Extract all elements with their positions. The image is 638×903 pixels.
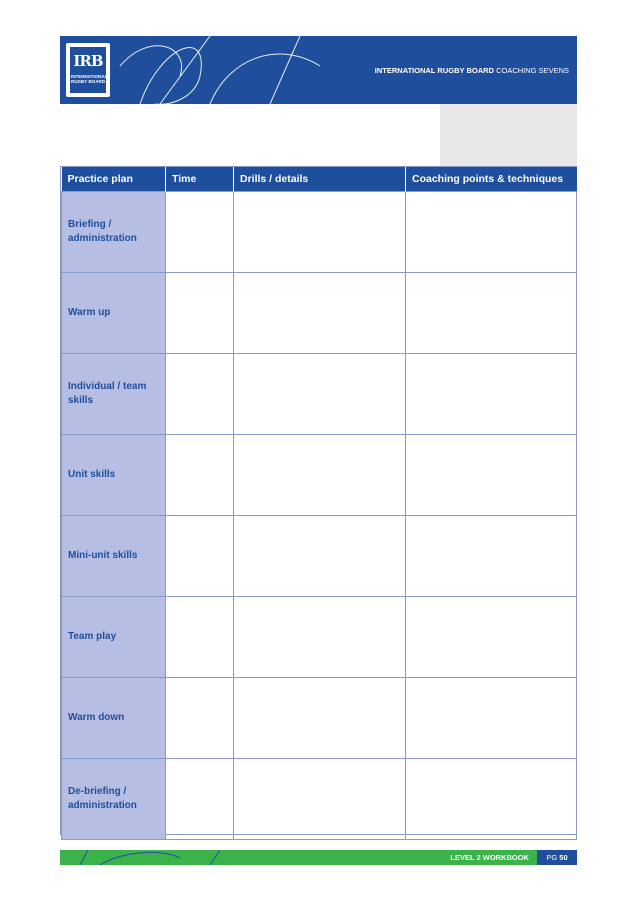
time-cell[interactable] [166, 516, 234, 597]
coaching-cell[interactable] [406, 273, 577, 354]
logo-text: INTERNATIONAL RUGBY BOARD [71, 74, 108, 84]
column-header-coaching-points: Coaching points & techniques [406, 167, 577, 192]
time-cell[interactable] [166, 678, 234, 759]
logo-mark: IRB [73, 52, 103, 70]
coaching-cell[interactable] [406, 192, 577, 273]
page-number: 50 [559, 853, 568, 862]
workbook-label: LEVEL 2 WORKBOOK [450, 853, 529, 862]
drills-cell[interactable] [234, 354, 406, 435]
row-label: Briefing / administration [62, 192, 166, 273]
coaching-cell[interactable] [406, 354, 577, 435]
drills-cell[interactable] [234, 273, 406, 354]
time-cell[interactable] [166, 435, 234, 516]
coaching-cell[interactable] [406, 678, 577, 759]
row-label: Team play [62, 597, 166, 678]
table-header-row [62, 167, 577, 192]
header-title: INTERNATIONAL RUGBY BOARD COACHING SEVENS [374, 66, 569, 75]
page-header [60, 36, 577, 104]
time-cell[interactable] [166, 192, 234, 273]
gray-block [440, 104, 577, 166]
practice-plan-table [60, 166, 577, 835]
row-label: Warm down [62, 678, 166, 759]
row-label: Individual / team skills [62, 354, 166, 435]
column-header-drills: Drills / details [234, 167, 406, 192]
time-cell[interactable] [166, 273, 234, 354]
row-label: Warm up [62, 273, 166, 354]
row-label: De-briefing / administration [62, 759, 166, 840]
table-row [62, 435, 577, 516]
table-row [62, 678, 577, 759]
coaching-cell[interactable] [406, 597, 577, 678]
drills-cell[interactable] [234, 192, 406, 273]
coaching-cell[interactable] [406, 516, 577, 597]
drills-cell[interactable] [234, 435, 406, 516]
drills-cell[interactable] [234, 597, 406, 678]
time-cell[interactable] [166, 597, 234, 678]
table-row [62, 273, 577, 354]
drills-cell[interactable] [234, 759, 406, 840]
table-row [62, 516, 577, 597]
table-row [62, 354, 577, 435]
irb-logo [66, 43, 110, 97]
table-row [62, 759, 577, 840]
column-header-time: Time [166, 167, 234, 192]
table-row [62, 192, 577, 273]
page-footer [60, 850, 577, 865]
row-label: Unit skills [62, 435, 166, 516]
table-row [62, 597, 577, 678]
time-cell[interactable] [166, 354, 234, 435]
column-header-practice-plan: Practice plan [62, 167, 166, 192]
coaching-cell[interactable] [406, 759, 577, 840]
coaching-cell[interactable] [406, 435, 577, 516]
time-cell[interactable] [166, 759, 234, 840]
drills-cell[interactable] [234, 516, 406, 597]
row-label: Mini-unit skills [62, 516, 166, 597]
page-number-box: PG 50 [537, 850, 577, 865]
drills-cell[interactable] [234, 678, 406, 759]
